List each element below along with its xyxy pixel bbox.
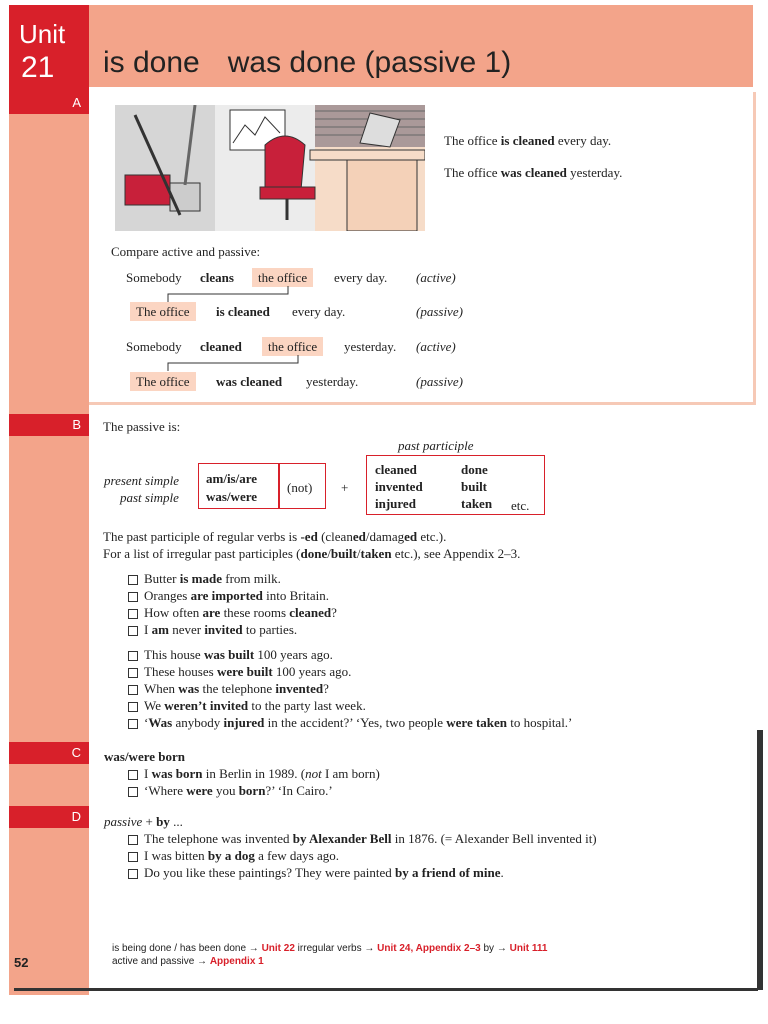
row3-time: yesterday.: [344, 339, 397, 354]
plus-sign: +: [341, 480, 349, 495]
unit-label: Unit: [19, 19, 66, 49]
row3-verb: cleaned: [200, 339, 242, 354]
past-simple-label: past simple: [120, 490, 179, 505]
note-regular: The past participle of regular verbs is -ed (cleaned/damaged etc.).: [103, 529, 447, 544]
list-item: The telephone was invented by Alexander Bell in 1876. (= Alexander Bell invented it): [128, 830, 597, 847]
checkbox-icon: [128, 626, 138, 636]
not-box: [278, 463, 326, 509]
list-item: ‘Was anybody injured in the accident?’ ‘Yes, two people were taken to hospital.’: [128, 714, 572, 731]
row1-arrow: [166, 286, 290, 302]
page-title: [103, 46, 539, 80]
passive-intro: The passive is:: [103, 419, 181, 434]
checkbox-icon: [128, 702, 138, 712]
list-item: This house was built 100 years ago.: [128, 646, 572, 663]
note-irregular: For a list of irregular past participles (done/built/taken etc.), see Appendix 2–3.: [103, 546, 521, 561]
link-unit-111[interactable]: Unit 111: [509, 943, 548, 954]
row1-time: every day.: [334, 270, 388, 285]
pp-done: done: [461, 462, 488, 477]
row1-subject: Somebody: [126, 270, 182, 285]
left-sidebar: [9, 5, 89, 995]
section-d-heading: passive + by ...: [104, 814, 183, 829]
pp-built: built: [461, 479, 488, 494]
footer-crossrefs-1: is being done / has been done → Unit 22 irregular verbs → Unit 24, Appendix 2–3 by → Unit 111: [112, 943, 548, 954]
list-item: We weren’t invited to the party last week.: [128, 697, 572, 714]
footer-rule: [14, 988, 758, 991]
row3-arrow: [166, 355, 300, 371]
example-list-present: [128, 570, 337, 638]
section-a-marker: A: [9, 92, 89, 114]
title-part-2: was done (passive 1): [227, 46, 512, 79]
title-part-1: is done: [103, 46, 200, 79]
checkbox-icon: [128, 770, 138, 780]
row1-object: the office: [252, 268, 313, 287]
pp-etc: etc.: [511, 498, 530, 513]
link-unit-24[interactable]: Unit 24, Appendix 2–3: [377, 943, 481, 954]
link-unit-22[interactable]: Unit 22: [261, 943, 295, 954]
row4-label: (passive): [416, 374, 463, 389]
list-item: Butter is made from milk.: [128, 570, 337, 587]
row2-subject: The office: [130, 302, 196, 321]
section-b-marker: B: [9, 414, 89, 436]
footer-crossrefs-2: active and passive → Appendix 1: [112, 956, 264, 967]
list-item: I was bitten by a dog a few days ago.: [128, 847, 339, 864]
checkbox-icon: [128, 852, 138, 862]
list-item: I was born in Berlin in 1989. (not I am born): [128, 765, 380, 782]
right-edge-bar: [757, 730, 763, 990]
link-appendix-1[interactable]: Appendix 1: [209, 956, 264, 967]
list-item: Do you like these paintings? They were painted by a friend of mine.: [128, 864, 504, 881]
pp-box: [366, 455, 545, 515]
checkbox-icon: [128, 787, 138, 797]
row2-label: (passive): [416, 304, 463, 319]
checkbox-icon: [128, 609, 138, 619]
pp-taken: taken: [461, 496, 493, 511]
aux-box: [198, 463, 280, 509]
row4-time: yesterday.: [306, 374, 359, 389]
compare-heading: Compare active and passive:: [111, 244, 261, 259]
pp-cleaned: cleaned: [375, 462, 417, 477]
row1-label: (active): [416, 270, 456, 285]
section-c-marker: C: [9, 742, 89, 764]
list-item: I am never invited to parties.: [128, 621, 337, 638]
checkbox-icon: [128, 869, 138, 879]
checkbox-icon: [128, 668, 138, 678]
list-item: These houses were built 100 years ago.: [128, 663, 572, 680]
unit-badge: [9, 5, 89, 92]
page-number: 52: [14, 955, 29, 970]
row3-object: the office: [262, 337, 323, 356]
row3-subject: Somebody: [126, 339, 182, 354]
not-text: (not): [287, 480, 313, 495]
list-item: How often are these rooms cleaned?: [128, 604, 337, 621]
example-list-past: [128, 646, 572, 731]
section-d-marker: D: [9, 806, 89, 828]
row3-label: (active): [416, 339, 456, 354]
caption-2: The office was cleaned yesterday.: [444, 165, 623, 180]
row1-verb: cleans: [200, 270, 234, 285]
checkbox-icon: [128, 685, 138, 695]
row4-verb: was cleaned: [216, 374, 283, 389]
row2-time: every day.: [292, 304, 346, 319]
pp-injured: injured: [375, 496, 416, 511]
checkbox-icon: [128, 835, 138, 845]
unit-number: 21: [21, 51, 55, 84]
checkbox-icon: [128, 651, 138, 661]
present-simple-label: present simple: [104, 473, 179, 488]
list-item: Oranges are imported into Britain.: [128, 587, 337, 604]
caption-1: The office is cleaned every day.: [444, 133, 612, 148]
aux-past: was/were: [206, 489, 258, 504]
aux-present: am/is/are: [206, 471, 258, 486]
list-item: When was the telephone invented?: [128, 680, 572, 697]
pp-invented: invented: [375, 479, 423, 494]
checkbox-icon: [128, 592, 138, 602]
checkbox-icon: [128, 719, 138, 729]
row4-subject: The office: [130, 372, 196, 391]
section-c-heading: was/were born: [104, 749, 186, 764]
list-item: ‘Where were you born?’ ‘In Cairo.’: [128, 782, 333, 799]
pp-label: past participle: [398, 438, 474, 453]
checkbox-icon: [128, 575, 138, 585]
row2-verb: is cleaned: [216, 304, 270, 319]
office-illustration: [115, 105, 425, 231]
